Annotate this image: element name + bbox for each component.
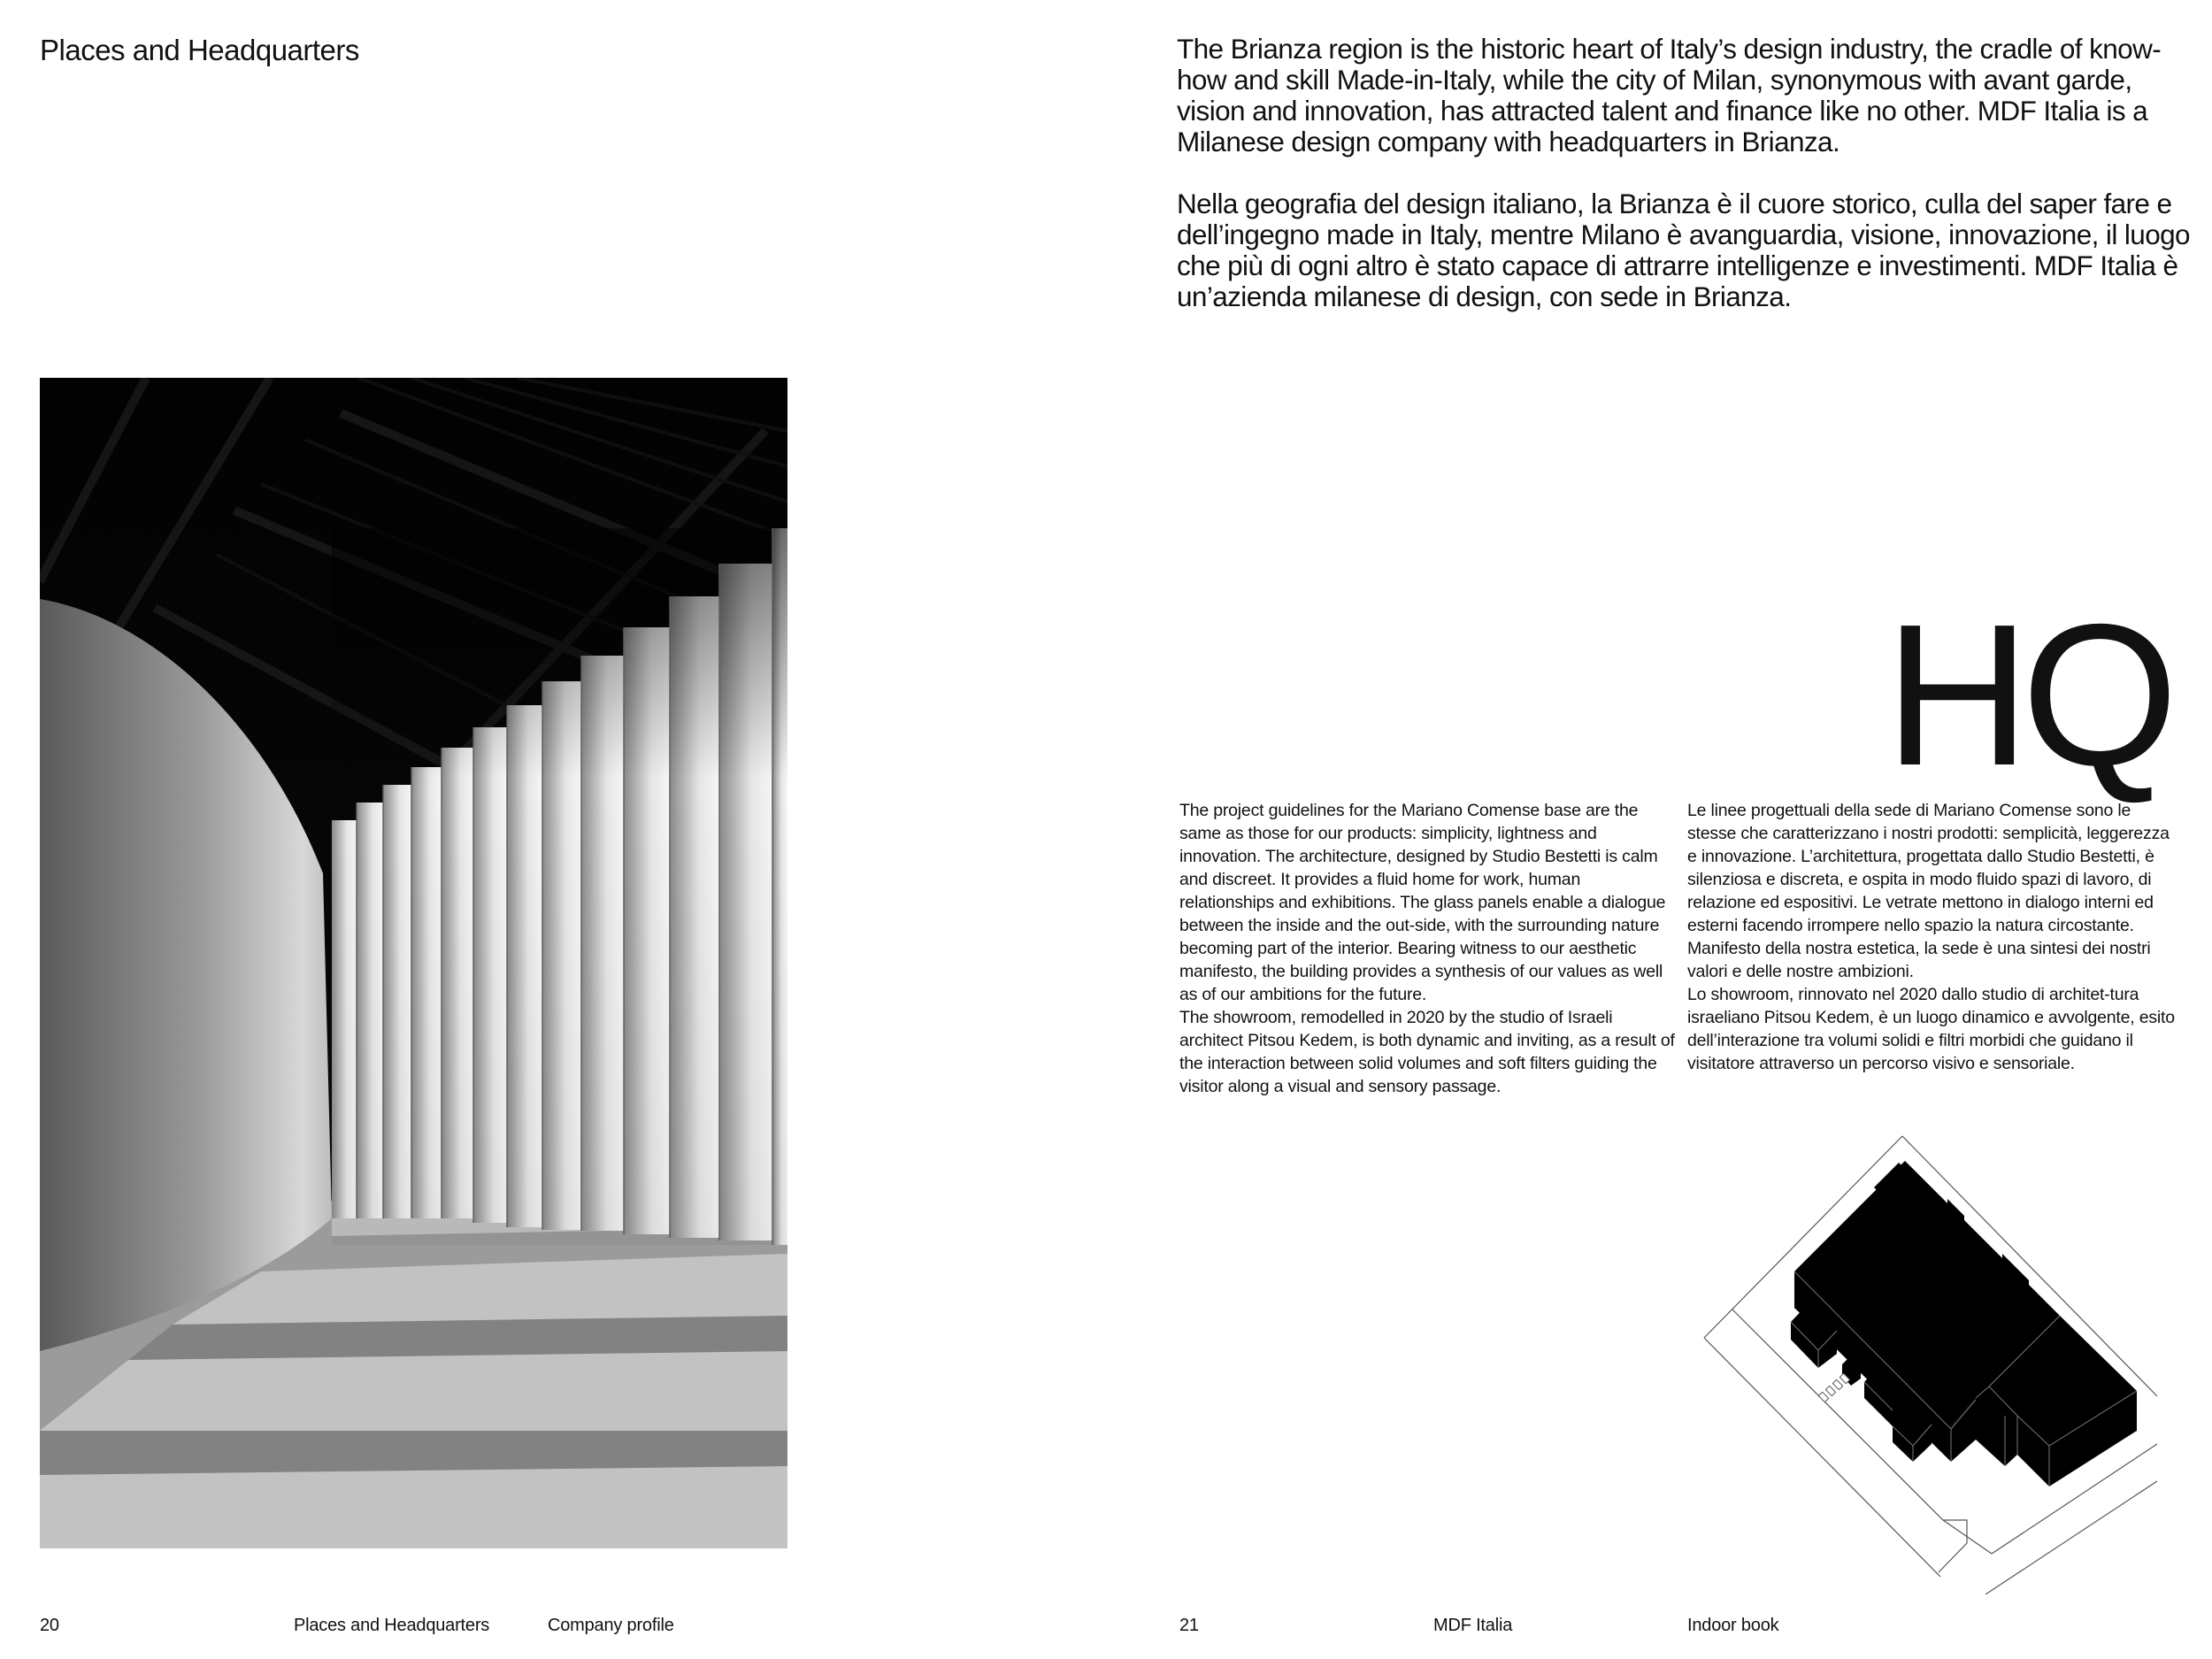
section-title: Places and Headquarters: [40, 34, 359, 66]
body-english: [1179, 799, 1675, 1098]
footer-brand: MDF Italia: [1433, 1616, 1513, 1635]
showroom-photo-icon: [40, 378, 787, 1548]
showroom-photo: [40, 378, 787, 1548]
footer-page-number-right: 21: [1179, 1616, 1199, 1635]
intro-english: The Brianza region is the historic heart of Italy’s design industry, the cradle of know-how and skill Made-in-Italy, while the city of Milan, synonymous with avant garde, vision and innovation, has attracted talent and finance like no other. MDF Italia is a Milanese design company with headquarters in Brianza.: [1177, 33, 2162, 157]
intro-italian: Nella geografia del design italiano, la Brianza è il cuore storico, culla del saper fare e dell’ingegno made in Italy, mentre Milano è avanguardia, visione, innovazione, il luogo che più di ogni altro è stato capace di attrarre intelligenze e investimenti. MDF Italia è un’azienda milanese di design, con sede in Brianza.: [1177, 188, 2190, 312]
building-plan: [1671, 1134, 2184, 1594]
footer-publication-right: Indoor book: [1687, 1616, 1779, 1635]
body-italian-paragraph: Le linee progettuali della sede di Mariano Comense sono le stesse che caratterizzano i nostri prodotti: semplicità, leggerezza e innovazione. L’architettura, progettata dallo Studio Bestetti, è silenziosa e discreta, e ospita in modo fluido spazi di lavoro, di relazione ed espositivi. Le vetrate mettono in dialogo interni ed esterni facendo irrompere nello spazio la natura circostante. Manifesto della nostra estetica, la sede è una sintesi dei nostri valori e delle nostre ambizioni.: [1687, 801, 2170, 981]
axonometric-building-plan-icon: [1671, 1134, 2184, 1594]
body-italian: [1687, 799, 2183, 1075]
body-english-paragraph: The showroom, remodelled in 2020 by the studio of Israeli architect Pitsou Kedem, is both dynamic and inviting, as a result of the interaction between solid volumes and soft filters guiding the visitor along a visual and sensory passage.: [1179, 1008, 1675, 1096]
footer-section: Places and Headquarters: [294, 1616, 490, 1635]
headline-hq: HQ: [1885, 583, 2170, 808]
footer-publication-left: Company profile: [548, 1616, 674, 1635]
intro-text: [1177, 34, 2194, 343]
body-english-paragraph: The project guidelines for the Mariano Comense base are the same as those for our products: simplicity, lightness and innovation. The architecture, designed by Studio Bestetti is calm and discreet. It provides a fluid home for work, human relationships and exhibitions. The glass panels enable a dialogue between the inside and the out-side, with the surrounding nature becoming part of the interior. Bearing witness to our aesthetic manifesto, the building provides a synthesis of our values as well as of our ambitions for the future.: [1179, 801, 1666, 1004]
body-italian-paragraph: Lo showroom, rinnovato nel 2020 dallo studio di architet-tura israeliano Pitsou Kedem, è un luogo dinamico e avvolgente, esito dell’interazione tra volumi solidi e filtri morbidi che guidano il visitatore attraverso un percorso visivo e sensoriale.: [1687, 985, 2175, 1073]
footer-page-number-left: 20: [40, 1616, 59, 1635]
